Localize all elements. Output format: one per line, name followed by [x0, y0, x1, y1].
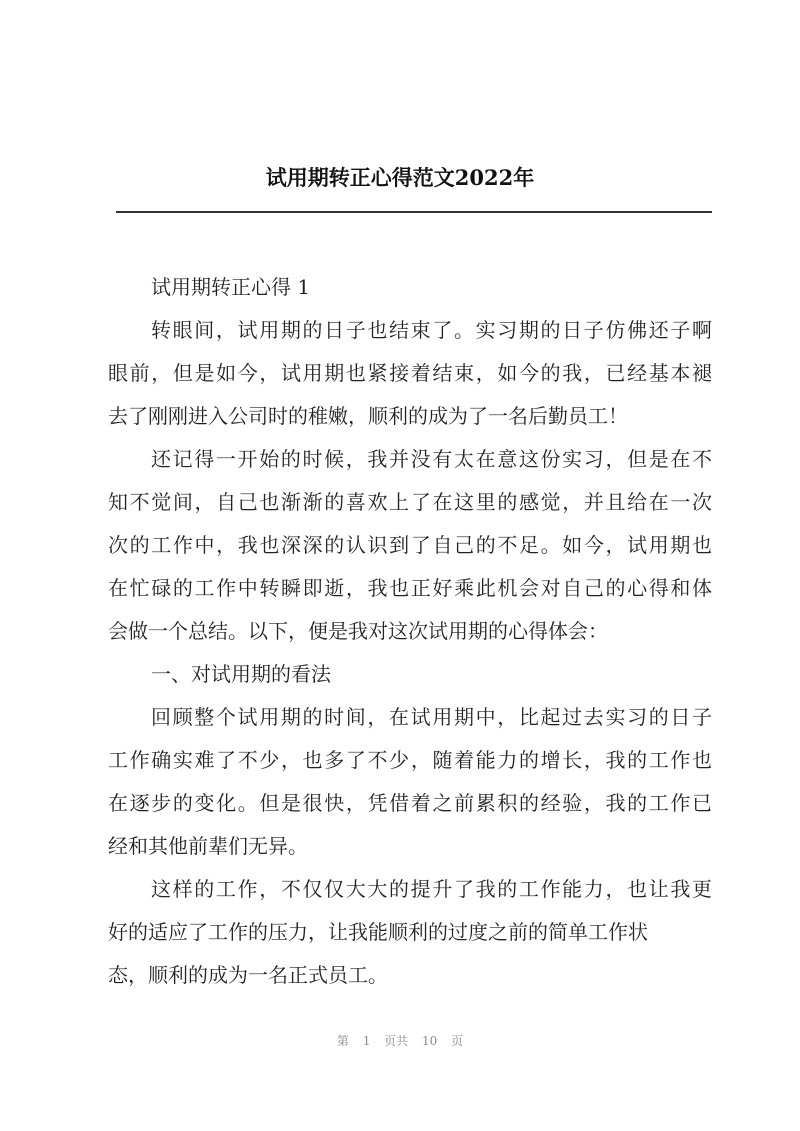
- text-line: 知不觉间，自己也渐渐的喜欢上了在这里的感觉，并且给在一次: [108, 490, 712, 514]
- text-line: 好的适应了工作的压力，让我能顺利的过度之前的简单工作状: [108, 920, 648, 944]
- text-line: 去了刚刚进入公司时的稚嫩，顺利的成为了一名后勤员工！: [108, 404, 628, 428]
- text-line: 在忙碌的工作中转瞬即逝，我也正好乘此机会对自己的心得和体: [108, 576, 712, 600]
- document-body: [108, 266, 712, 997]
- text-line: 这样的工作，不仅仅大大的提升了我的工作能力，也让我更: [151, 877, 712, 901]
- text-line: 经和其他前辈们无异。: [108, 834, 308, 858]
- text-line: 眼前，但是如今，试用期也紧接着结束，如今的我，已经基本褪: [108, 361, 712, 385]
- paragraph: [108, 266, 712, 309]
- text-line: 次的工作中，我也深深的认识到了自己的不足。如今，试用期也: [108, 533, 712, 557]
- paragraph: [108, 438, 712, 653]
- paragraph: [108, 868, 712, 997]
- text-line: 态，顺利的成为一名正式员工。: [108, 963, 388, 987]
- text-line: 试用期转正心得 1: [151, 275, 311, 299]
- page-footer: 第 1 页共 10 页: [336, 1034, 464, 1048]
- text-line: 一、对试用期的看法: [151, 662, 331, 686]
- text-line: 工作确实难了不少，也多了不少，随着能力的增长，我的工作也: [108, 748, 712, 772]
- paragraph: [108, 309, 712, 438]
- paragraph: [108, 696, 712, 868]
- text-line: 会做一个总结。以下，便是我对这次试用期的心得体会：: [108, 619, 608, 643]
- document-title: 试用期转正心得范文2022年: [265, 165, 535, 190]
- title-divider: [116, 211, 712, 213]
- text-line: 回顾整个试用期的时间，在试用期中，比起过去实习的日子: [151, 705, 712, 729]
- paragraph: [108, 653, 712, 696]
- text-line: 在逐步的变化。但是很快，凭借着之前累积的经验，我的工作已: [108, 791, 712, 815]
- text-line: 转眼间，试用期的日子也结束了。实习期的日子仿佛还子啊: [151, 318, 712, 342]
- text-line: 还记得一开始的时候，我并没有太在意这份实习，但是在不: [151, 447, 712, 471]
